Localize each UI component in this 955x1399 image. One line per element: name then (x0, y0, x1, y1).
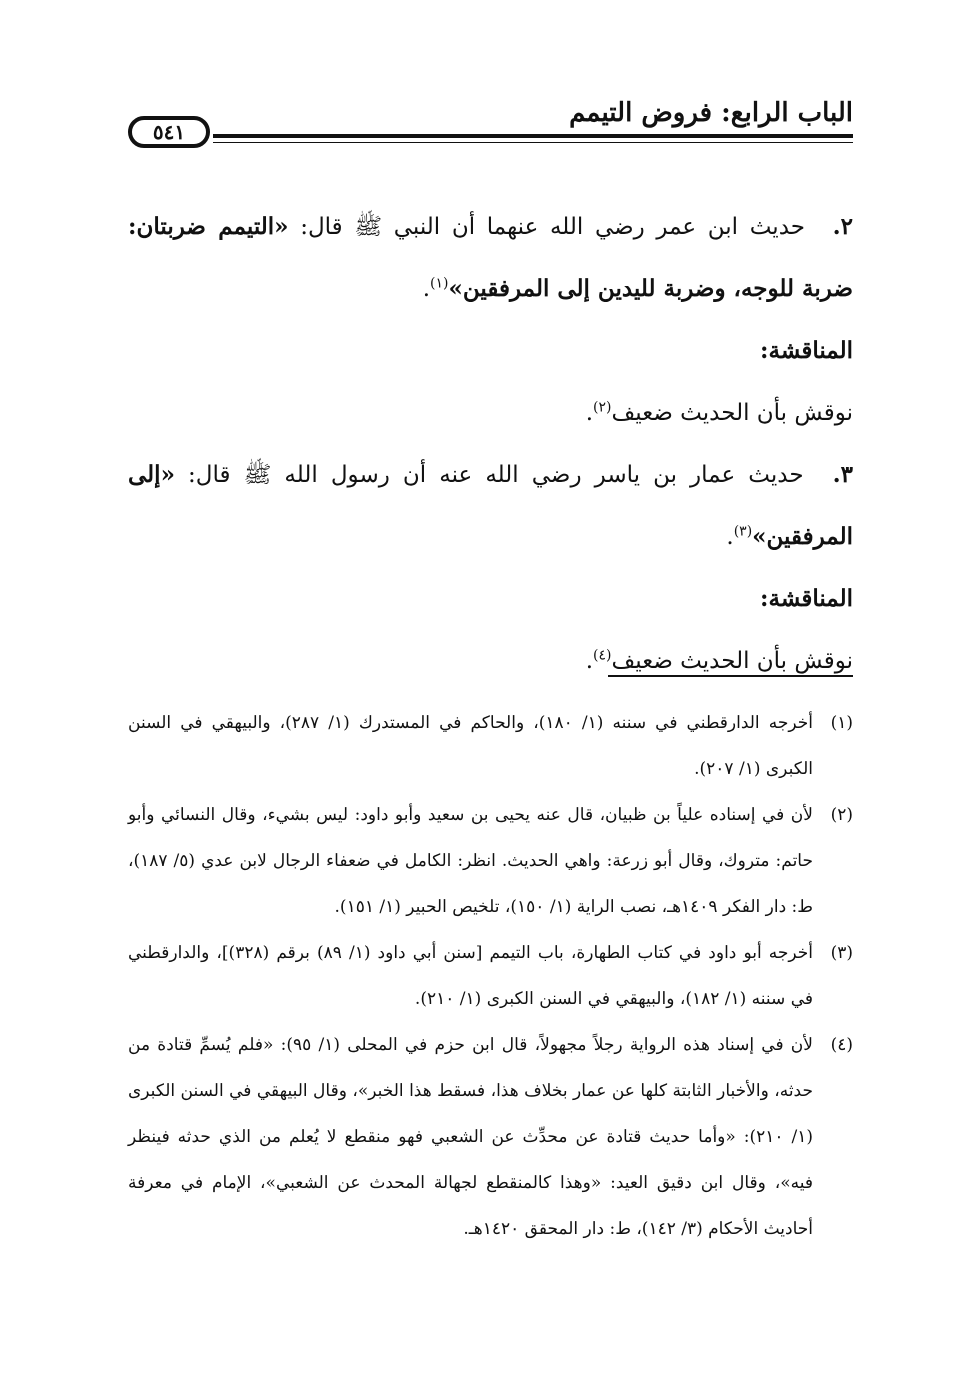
period: . (585, 400, 594, 426)
footnote-2 (128, 792, 853, 930)
item-text: حديث عمار بن ياسر رضي الله عنه أن رسول الله ﷺ قال: (188, 462, 804, 488)
hadith-quote: «إلى المرفقين» (128, 461, 853, 550)
period: . (422, 276, 431, 302)
footnote-ref[interactable]: (٢) (593, 399, 612, 416)
item-text: حديث ابن عمر رضي الله عنهما أن النبي ﷺ قال: (300, 214, 805, 240)
footnote-text: أخرجه الدارقطني في سننه (١/ ١٨٠)، والحاكم في المستدرك (١/ ٢٨٧)، والبيهقي في السنن الكبرى (١/ ٢٠٧). (128, 713, 813, 779)
footnotes (128, 700, 853, 1252)
page-header (128, 92, 853, 162)
header-rule-thin (213, 142, 853, 143)
footnote-number: (٢) (830, 805, 853, 825)
main-content (128, 196, 853, 692)
hadith-quote: «التيمم ضربتان: ضربة للوجه، وضربة لليدين إلى المرفقين» (128, 213, 853, 302)
footnote-1 (128, 700, 853, 792)
footnote-ref[interactable]: (١) (430, 275, 449, 292)
footnote-ref[interactable]: (٣) (733, 523, 753, 540)
item-number: ٣. (832, 461, 853, 488)
discussion-heading: المناقشة: (760, 585, 853, 612)
period: . (726, 524, 734, 550)
numbered-item-3 (128, 444, 853, 568)
discussion-body: نوقش بأن الحديث ضعيف (611, 400, 853, 426)
discussion-text (128, 382, 853, 444)
footnote-ref[interactable]: (٤) (593, 647, 612, 664)
footnote-4 (128, 1022, 853, 1252)
discussion-heading: المناقشة: (760, 337, 853, 364)
chapter-title: الباب الرابع: فروض التيمم (569, 98, 853, 128)
footnote-number: (١) (830, 713, 853, 733)
discussion-body: نوقش بأن الحديث ضعيف (611, 648, 853, 674)
period: . (585, 648, 594, 674)
item-number: ٢. (832, 213, 854, 240)
discussion-text (128, 630, 853, 692)
page-number: ٥٤١ (128, 116, 210, 148)
header-rule (213, 134, 853, 138)
numbered-item-2 (128, 196, 853, 320)
footnote-text: لأن في إسناده علياً بن ظبيان، قال عنه يحيى بن سعيد وأبو داود: ليس بشيء، وقال النسائي وأبو حاتم: متروك، وقال أبو زرعة: واهي الحديث. انظر: الكامل في ضعفاء الرجال لابن عدي (٥/ ١٨٧)، ط: دار الفكر ١٤٠٩هـ، نصب الراية (١/ ١٥٠)، تلخيص الحبير (١/ ١٥١). (128, 805, 813, 917)
footnote-text: أخرجه أبو داود في كتاب الطهارة، باب التيمم [سنن أبي داود (١/ ٨٩) برقم (٣٢٨)]، والدارقطني في سننه (١/ ١٨٢)، والبيهقي في السنن الكبرى (١/ ٢١٠). (128, 943, 814, 1009)
footnote-number: (٣) (830, 943, 853, 963)
footnote-text: لأن في إسناد هذه الرواية رجلاً مجهولاً، قال ابن حزم في المحلى (١/ ٩٥): «فلم يُسمِّ قتادة من حدثه، والأخبار الثابتة كلها عن عمار بخلاف هذا، فسقط هذا الخبر»، وقال البيهقي في السنن الكبرى (١/ ٢١٠): «وأما حديث قتادة عن محدِّث عن الشعبي فهو منقطع لا يُعلم من الذي حدثه فينظر فيه»، وقال ابن دقيق العيد: «وهذا كالمنقطع لجهالة المحدث عن الشعبي»، الإمام في معرفة أحاديث الأحكام (٣/ ١٤٢)، ط: دار المحقق ١٤٢٠هـ. (128, 1035, 813, 1239)
footnote-3 (128, 930, 853, 1022)
footnote-number: (٤) (830, 1035, 853, 1055)
footnote-separator (608, 675, 853, 677)
